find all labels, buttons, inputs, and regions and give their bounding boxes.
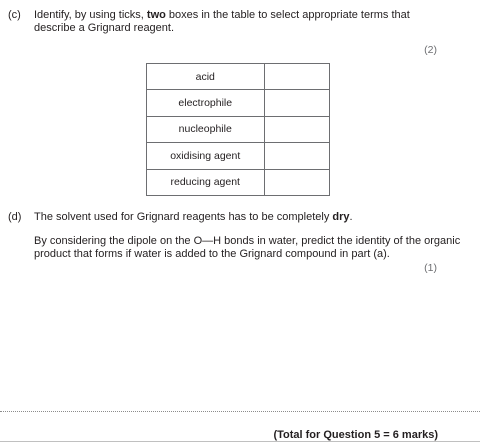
tick-box[interactable] bbox=[264, 169, 330, 195]
term-cell: nucleophile bbox=[147, 116, 265, 142]
part-c-marks: (2) bbox=[424, 44, 437, 56]
tick-box[interactable] bbox=[264, 116, 330, 142]
question-total: (Total for Question 5 = 6 marks) bbox=[273, 429, 438, 441]
part-d-label: (d) bbox=[8, 211, 22, 223]
term-cell: electrophile bbox=[147, 90, 265, 116]
part-c-text-a: Identify, by using ticks, bbox=[34, 9, 147, 21]
term-cell: reducing agent bbox=[147, 169, 265, 195]
part-d-question-line1 bbox=[34, 210, 353, 224]
tick-box[interactable] bbox=[264, 90, 330, 116]
table-row bbox=[147, 90, 330, 116]
term-cell: oxidising agent bbox=[147, 143, 265, 169]
part-d-bold-word: dry bbox=[332, 211, 350, 223]
part-c-question-line2: describe a Grignard reagent. bbox=[34, 22, 175, 34]
tick-box[interactable] bbox=[264, 64, 330, 90]
tick-box[interactable] bbox=[264, 143, 330, 169]
table-row bbox=[147, 169, 330, 195]
answer-line[interactable] bbox=[0, 411, 480, 412]
end-rule bbox=[0, 441, 480, 442]
part-c-question-line1 bbox=[34, 8, 410, 22]
table-row bbox=[147, 143, 330, 169]
terms-tick-table bbox=[146, 63, 330, 196]
part-d-text-b: . bbox=[349, 211, 353, 223]
part-c-text-b: boxes in the table to select appropriate terms that bbox=[165, 9, 410, 21]
table-row bbox=[147, 64, 330, 90]
part-d-question-para2-line2: product that forms if water is added to the Grignard compound in part (a). bbox=[34, 248, 390, 260]
table-row bbox=[147, 116, 330, 142]
part-d-marks: (1) bbox=[424, 262, 437, 274]
part-d-text-a: The solvent used for Grignard reagents has to be completely bbox=[34, 211, 333, 223]
term-cell: acid bbox=[147, 64, 265, 90]
part-c-bold-word: two bbox=[146, 9, 166, 21]
part-d-question-para2-line1: By considering the dipole on the O—H bonds in water, predict the identity of the organic bbox=[34, 235, 461, 247]
part-c-label: (c) bbox=[8, 9, 21, 21]
